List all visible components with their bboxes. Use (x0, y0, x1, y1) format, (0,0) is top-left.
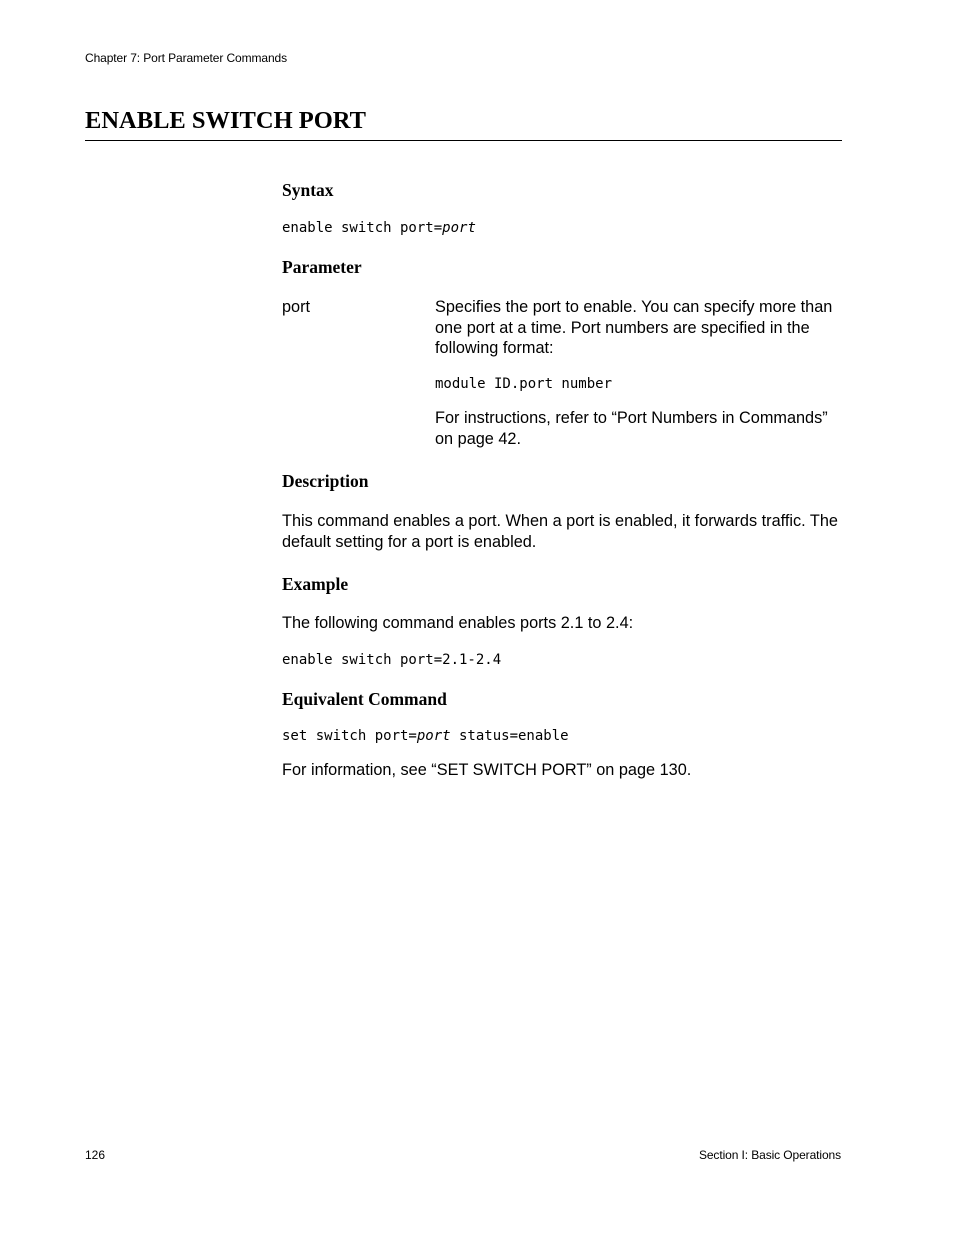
syntax-code-prefix: enable switch port= (282, 220, 443, 236)
parameter-name: port (282, 298, 311, 316)
equivalent-code-param: port (416, 728, 451, 744)
equivalent-code-suffix: status=enable (450, 728, 569, 744)
parameter-heading: Parameter (282, 257, 362, 277)
page-number: 126 (85, 1148, 106, 1162)
syntax-code (282, 219, 476, 237)
example-heading: Example (282, 574, 349, 594)
example-text: The following command enables ports 2.1 to 2.4: (282, 614, 634, 632)
title-rule (85, 140, 842, 141)
syntax-heading: Syntax (282, 180, 334, 200)
equivalent-code-prefix: set switch port= (282, 728, 417, 744)
description-text: This command enables a port. When a port is enabled, it forwards traffic. The default setting for a port is enabled. (282, 512, 838, 551)
description-heading: Description (282, 471, 369, 491)
equivalent-heading: Equivalent Command (282, 689, 447, 709)
parameter-reference: For instructions, refer to “Port Numbers in Commands” on page 42. (435, 409, 828, 448)
page-title: ENABLE SWITCH PORT (85, 107, 366, 134)
running-header: Chapter 7: Port Parameter Commands (85, 51, 288, 65)
parameter-format-code: module ID.port number (435, 376, 613, 392)
parameter-description: Specifies the port to enable. You can specify more than one port at a time. Port numbers are specified in the following format: (435, 298, 833, 357)
running-footer-section: Section I: Basic Operations (698, 1148, 841, 1162)
equivalent-reference: For information, see “SET SWITCH PORT” on page 130. (282, 761, 692, 779)
equivalent-code (282, 727, 569, 745)
syntax-code-param: port (442, 220, 476, 236)
example-code: enable switch port=2.1-2.4 (282, 652, 502, 668)
